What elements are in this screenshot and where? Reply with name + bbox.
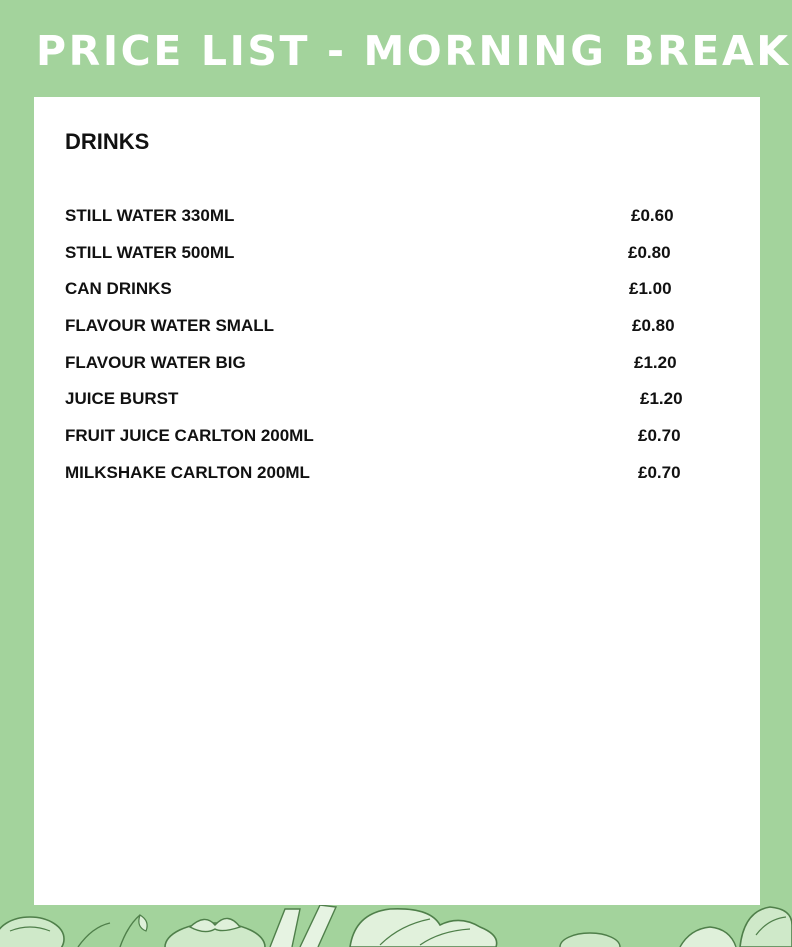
item-name: CAN DRINKS [65,279,172,299]
price-list-item [65,239,705,276]
item-name: JUICE BURST [65,389,179,409]
item-name: STILL WATER 330ML [65,206,235,225]
item-price: £0.70 [638,462,681,482]
menu-panel [34,97,760,905]
vegetable-illustration-icon [0,905,792,947]
drinks-price-list [65,202,705,496]
item-name: FLAVOUR WATER SMALL [65,316,275,336]
item-price: £0.80 [628,242,671,262]
price-list-item [65,459,705,496]
item-name: FLAVOUR WATER BIG [65,352,246,372]
page-title: PRICE LIST - MORNING BREAK [36,27,791,75]
price-list-item [65,349,705,386]
item-price: £0.70 [638,426,681,446]
item-price: £1.20 [640,389,683,409]
price-list-item [65,202,705,239]
item-price: £0.80 [632,316,675,336]
item-price: £1.20 [634,352,677,372]
item-name: MILKSHAKE CARLTON 200ML [65,462,310,482]
price-list-item [65,275,705,312]
item-price: £0.60 [631,206,674,225]
vegetable-illustration [0,905,792,947]
price-list-item [65,422,705,459]
price-list-item [65,312,705,349]
section-heading-drinks: DRINKS [65,129,150,154]
item-name: STILL WATER 500ML [65,242,235,262]
item-name: FRUIT JUICE CARLTON 200ML [65,426,314,446]
price-list-item [65,385,705,422]
item-price: £1.00 [629,279,672,299]
